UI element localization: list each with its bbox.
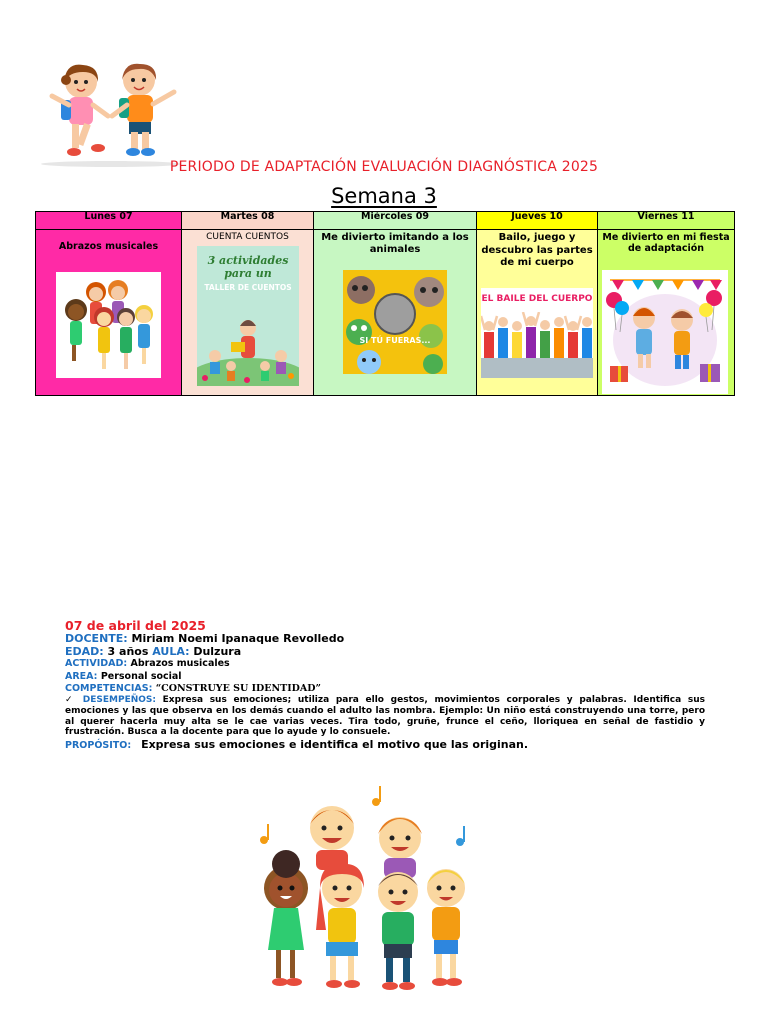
- dancing-kids-image: [56, 272, 161, 378]
- proposito-value: Expresa sus emociones e identifica el motivo que las originan.: [141, 737, 529, 751]
- docente-label: DOCENTE:: [65, 632, 128, 646]
- day-header-tuesday: Martes 08: [182, 212, 314, 230]
- day-cell-tuesday: [182, 230, 314, 396]
- docente-value: Miriam Noemi Ipanaque Revolledo: [131, 632, 345, 646]
- activity-thursday: Bailo, juego y descubro las partes de mi cuerpo: [481, 232, 593, 268]
- day-header-wednesday: Miércoles 09: [314, 212, 477, 230]
- activity-wednesday: Me divierto imitando a los animales: [321, 232, 469, 255]
- book-title-line2: para un: [224, 267, 272, 280]
- child-back-right: [378, 817, 422, 878]
- aula-label: AULA:: [152, 644, 190, 658]
- page-title: PERIODO DE ADAPTACIÓN EVALUACIÓN DIAGNÓSTICA 2025: [169, 159, 599, 175]
- day-cell-monday: [36, 230, 182, 396]
- desempenos-row: [65, 695, 705, 737]
- actividad-label: ACTIVIDAD:: [65, 658, 128, 670]
- week-title-text: Semana 3: [331, 184, 437, 208]
- proposito-row: [65, 739, 705, 752]
- competencias-label: COMPETENCIAS:: [65, 683, 153, 695]
- date-value: 07 de abril del 2025: [65, 618, 206, 633]
- animals-caption: SI TÚ FUERAS...: [359, 336, 431, 345]
- children-logo: [36, 60, 186, 170]
- storytelling-illustration: [197, 308, 299, 386]
- aula-value: Dulzura: [193, 644, 242, 658]
- child-back-left: [310, 806, 354, 870]
- week-title: [0, 184, 768, 208]
- day-cell-wednesday: [314, 230, 477, 396]
- day-header-monday: Lunes 07: [36, 212, 182, 230]
- area-label: AREA:: [65, 670, 98, 682]
- competencias-row: [65, 683, 705, 695]
- session-date: [65, 620, 705, 633]
- edad-label: EDAD:: [65, 644, 104, 658]
- body-dance-image: [481, 288, 593, 378]
- day-header-thursday: Jueves 10: [477, 212, 598, 230]
- girl-figure: [52, 65, 108, 156]
- party-image: [602, 270, 728, 394]
- activity-monday: Abrazos musicales: [58, 241, 159, 252]
- actividad-row: [65, 658, 705, 670]
- schedule-header-row: [36, 212, 735, 230]
- desempenos-label: DESEMPEÑOS:: [82, 695, 156, 706]
- animals-illustration: [343, 270, 447, 374]
- competencias-value: “CONSTRUYE SU IDENTIDAD”: [155, 683, 321, 695]
- actividad-value: Abrazos musicales: [130, 658, 230, 670]
- boy-figure: [112, 64, 174, 156]
- area-row: [65, 671, 705, 683]
- day-cell-thursday: [477, 230, 598, 396]
- book-title-line1: 3 actividades: [207, 254, 289, 267]
- day-cell-friday: [598, 230, 735, 396]
- area-value: Personal social: [100, 670, 182, 682]
- session-info: [65, 620, 705, 752]
- dance-caption: EL BAILE DEL CUERPO: [481, 294, 593, 304]
- edad-row: [65, 646, 705, 658]
- storybook-cover: [197, 246, 299, 386]
- check-icon: ✓: [65, 695, 77, 706]
- proposito-label: PROPÓSITO:: [65, 739, 132, 751]
- edad-value: 3 años: [107, 644, 149, 658]
- day-header-friday: Viernes 11: [598, 212, 735, 230]
- schedule-activity-row: [36, 230, 735, 396]
- desempenos-value: Expresa sus emociones; utiliza para ello gestos, movimientos corporales y palabras. Identifica sus emociones y las que observa en los demás cuando el adulto las nombra. Ejemplo: Un niño está construyendo una torre, pero al querer hacerla muy alta se le cae varias veces. Tira todo, gruñe, frunce el ceño, lloriquea en señal de fastidio y frustración. Busca a la docente para que lo ayude y lo consuele.: [65, 695, 705, 738]
- animals-book-cover: [343, 270, 447, 374]
- schedule-table: [35, 211, 735, 396]
- activity-tuesday: CUENTA CUENTOS: [206, 232, 289, 242]
- activity-friday: Me divierto en mi fiesta de adaptación: [602, 232, 730, 254]
- dancing-children-illustration: [250, 780, 480, 1010]
- dancing-crowd-illustration: [481, 312, 593, 378]
- book-title-line3: TALLER DE CUENTOS: [204, 283, 292, 292]
